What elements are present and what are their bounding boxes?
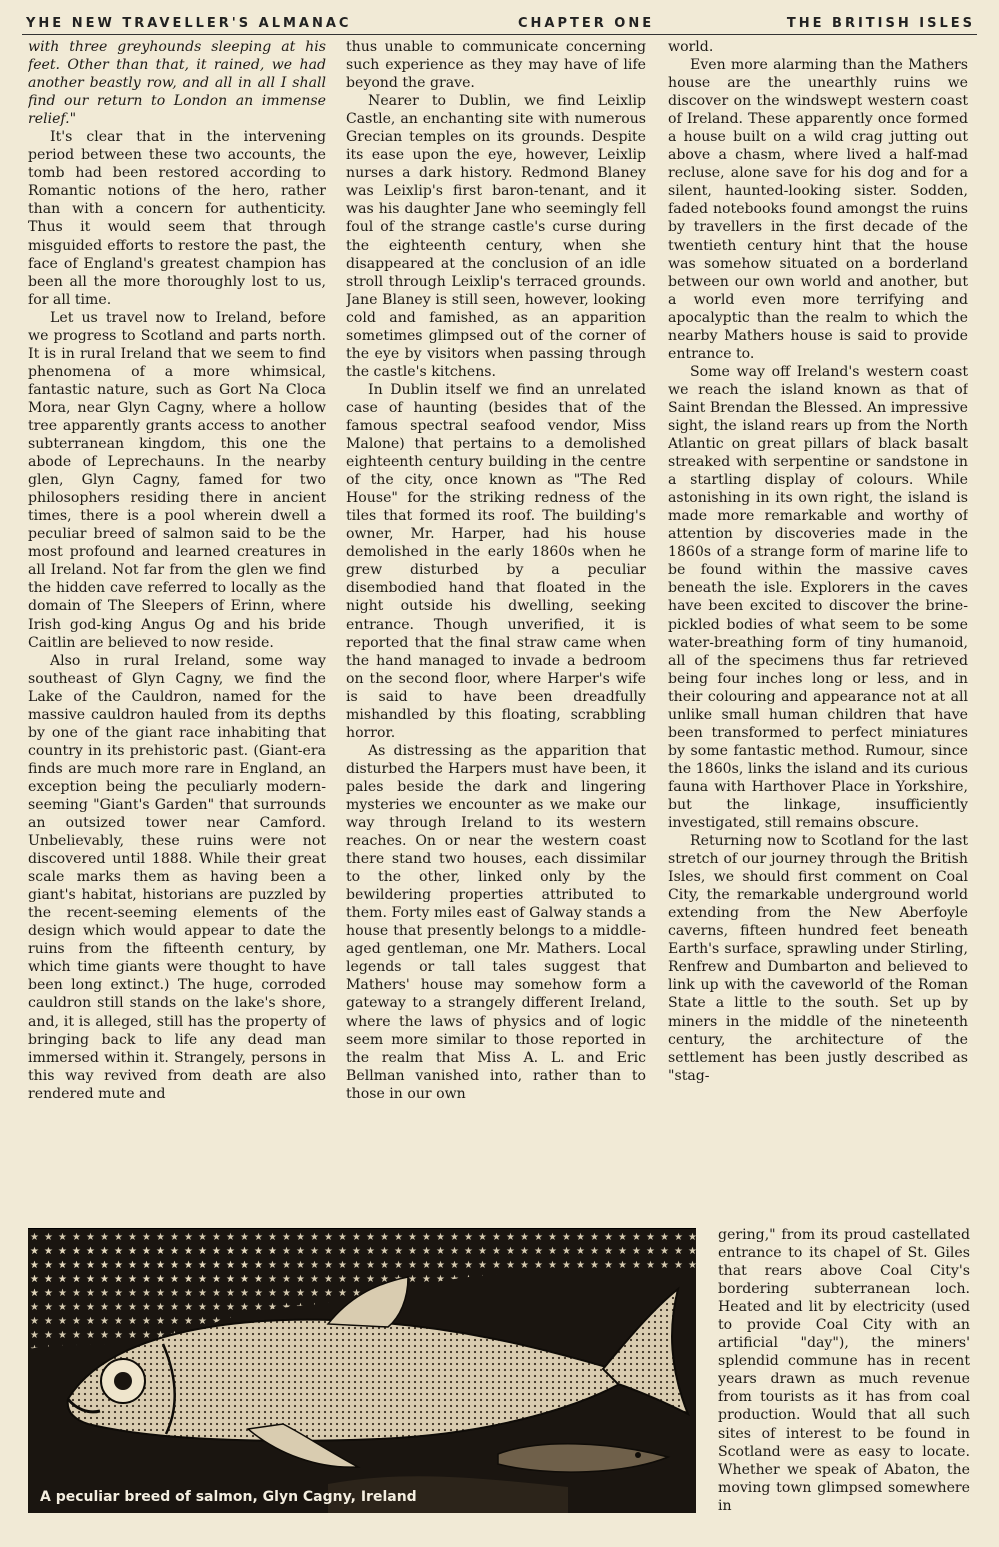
paragraph: gering," from its proud castellated entrance to its chapel of St. Giles that rears above Coal City's bordering subterranean loch. Heated and lit by electricity (used to provide Coal City with an artificial "day"), the miners' splendid commune has in recent years drawn as much revenue from tourists as it has from coal production. Would that all such sites of interest to be found in Scotland were as easy to locate. Whether we speak of Abaton, the moving town glimpsed somewhere in xyxy=(718,1227,970,1514)
paragraph: Let us travel now to Ireland, before we progress to Scotland and parts north. It is in rural Ireland that we seem to find phenomena of a more whimsical, fantastic nature, such as Gort Na Cloca Mora, near Glyn Cagny, where a hollow tree apparently grants access to another subterranean kingdom, this one the abode of Leprechauns. In the nearby glen, Glyn Cagny, famed for two philosophers residing there in ancient times, there is a pool wherein dwell a peculiar breed of salmon said to be the most profound and learned creatures in all Ireland. Not far from the glen we find the hidden cave referred to locally as the domain of The Sleepers of Erinn, where Irish god-king Angus Og and his bride Caitlin are believed to now reside. xyxy=(28,309,326,651)
paragraph: Some way off Ireland's western coast we reach the island known as that of Saint Brendan the Blessed. An impressive sight, the island rears up from the North Atlantic on great pillars of black basalt streaked with serpentine or sandstone in a startling display of colours. While astonishing in its own right, the island is made more remarkable and worthy of attention by discoveries made in the 1860s of a strange form of marine life to be found within the massive caves beneath the isle. Explorers in the caves have been excited to discover the brine-pickled bodies of what seem to be some water-breathing form of tiny humanoid, all of the specimens thus far retrieved being four inches long or less, and in their colouring and appearance not at all unlike small human children that have been transformed to perfect miniatures by some fantastic method. Rumour, since the 1860s, links the island and its curious fauna with Harthover Place in Yorkshire, but the linkage, insufficiently investigated, still remains obscure. xyxy=(668,363,968,832)
header-chapter: CHAPTER ONE xyxy=(518,16,655,31)
figure-caption: A peculiar breed of salmon, Glyn Cagny, Ireland xyxy=(40,1489,417,1505)
running-header xyxy=(22,4,977,35)
salmon-illustration xyxy=(28,1228,696,1513)
paragraph: In Dublin itself we find an unrelated case of haunting (besides that of the famous spectral seafood vendor, Miss Malone) that pertains to a demolished eighteenth century building in the centre of the city, once known as "The Red House" for the striking redness of the tiles that formed its roof. The building's owner, Mr. Harper, had his house demolished in the early 1860s when he grew disturbed by a peculiar disembodied hand that floated in the night outside his dwelling, seeking entrance. Though unverified, it is reported that the final straw came when the hand managed to invade a bedroom on the second floor, where Harper's wife is said to have been dreadfully mishandled by this floating, scrabbling horror. xyxy=(346,381,646,741)
paragraph: Nearer to Dublin, we find Leixlip Castle, an enchanting site with numerous Grecian temples on its grounds. Despite its ease upon the eye, however, Leixlip nurses a dark history. Redmond Blaney was Leixlip's first baron-tenant, and it was his daughter Jane who seemingly fell foul of the strange castle's curse during the eighteenth century, when she disappeared at the conclusion of an idle stroll through Leixlip's terraced grounds. Jane Blaney is still seen, however, looking cold and famished, as an apparition sometimes glimpsed out of the corner of the eye by visitors when passing through the castle's kitchens. xyxy=(346,93,646,380)
text-column-3-continued xyxy=(718,1226,970,1526)
paragraph: Also in rural Ireland, some way southeast of Glyn Cagny, we find the Lake of the Cauldron, named for the massive cauldron hauled from its depths by one of the giant race inhabiting that country in its prehistoric past. (Giant-era finds are much more rare in England, an exception being the peculiarly modern-seeming "Giant's Garden" that surrounds an outsized tower near Camford. Unbelievably, these ruins were not discovered until 1888. While their great scale marks them as having been a giant's habitat, historians are puzzled by the recent-seeming elements of the design which would appear to date the ruins from the fifteenth century, by which time giants were thought to have been long extinct.) The huge, corroded cauldron still stands on the lake's shore, and, it is alleged, still has the property of bringing back to life any dead man immersed within it. Strangely, persons in this way revived from death are also rendered mute and xyxy=(28,652,326,1102)
text-column-3 xyxy=(668,38,968,1218)
paragraph: thus unable to communicate concerning such experience as they may have of life beyond the grave. xyxy=(346,39,646,92)
header-section: THE BRITISH ISLES xyxy=(786,16,975,31)
paragraph: with three greyhounds sleeping at his feet. Other than that, it rained, we had another beastly row, and all in all I shall find our return to London an immense relief." xyxy=(28,39,326,128)
paragraph: Returning now to Scotland for the last stretch of our journey through the British Isles, we should first comment on Coal City, the remarkable underground world extending from the New Aberfoyle caverns, fifteen hundred feet beneath Earth's surface, sprawling under Stirling, Renfrew and Dumbarton and believed to link up with the caveworld of the Roman State a little to the south. Set up by miners in the middle of the nineteenth century, the architecture of the settlement has been justly described as "stag- xyxy=(668,833,968,1084)
text-column-2 xyxy=(346,38,646,1218)
text-column-1 xyxy=(28,38,326,1218)
salmon-engraving-icon xyxy=(28,1229,696,1513)
paragraph: world. xyxy=(668,39,714,55)
paragraph: Even more alarming than the Mathers house are the unearthly ruins we discover on the windswept western coast of Ireland. These apparently once formed a house built on a wild crag jutting out above a chasm, where lived a half-mad recluse, alone save for his dog and for a silent, haunted-looking sister. Sodden, faded notebooks found amongst the ruins by travellers in the first decade of the twentieth century hint that the house was somehow situated on a borderland between our own world and another, but a world even more terrifying and apocalyptic than the realm to which the nearby Mathers house is said to provide entrance to. xyxy=(668,57,968,362)
paragraph: It's clear that in the intervening period between these two accounts, the tomb had been restored according to Romantic notions of the hero, rather than with a concern for authenticity. Thus it would seem that through misguided efforts to restore the past, the face of England's greatest champion has been all the more thoroughly lost to us, for all time. xyxy=(28,129,326,308)
paragraph: As distressing as the apparition that disturbed the Harpers must have been, it pales beside the dark and lingering mysteries we encounter as we make our way through Ireland to its western reaches. On or near the western coast there stand two houses, each dissimilar to the other, linked only by the bewildering properties attributed to them. Forty miles east of Galway stands a house that presently belongs to a middle-aged gentleman, one Mr. Mathers. Local legends or tall tales suggest that Mathers' house may somehow form a gateway to a strangely different Ireland, where the laws of physics and of logic seem more similar to those reported in the realm that Miss A. L. and Eric Bellman vanished into, rather than to those in our own xyxy=(346,742,646,1102)
header-title: YHE NEW TRAVELLER'S ALMANAC xyxy=(26,16,352,31)
